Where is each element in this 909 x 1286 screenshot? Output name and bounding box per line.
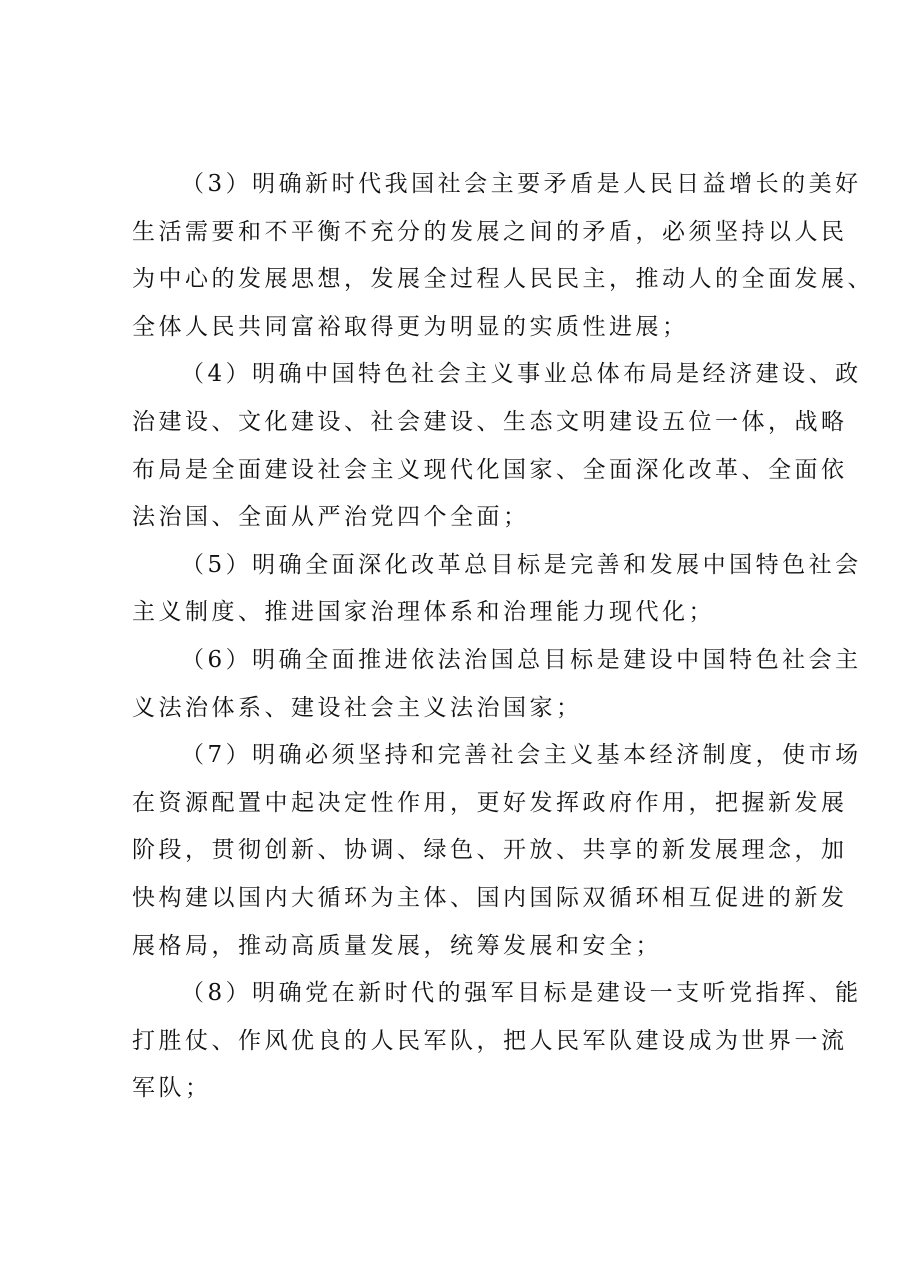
- text-line: 全体人民共同富裕取得更为明显的实质性进展；: [132, 313, 689, 340]
- paragraph-7: [0, 732, 909, 970]
- text-line: 展格局，推动高质量发展，统筹发展和安全；: [132, 932, 662, 959]
- text-line: （7）明确必须坚持和完善社会主义基本经济制度，使市场: [181, 742, 862, 769]
- text-line: （4）明确中国特色社会主义事业总体布局是经济建设、政: [181, 361, 862, 388]
- text-line: 军队；: [132, 1075, 212, 1102]
- text-line: （3）明确新时代我国社会主要矛盾是人民日益增长的美好: [181, 171, 862, 197]
- paragraph-3: [0, 161, 909, 351]
- text-line: 阶段，贯彻创新、协调、绿色、开放、共享的新发展理念，加: [132, 837, 848, 864]
- text-line: （6）明确全面推进依法治国总目标是建设中国特色社会主: [181, 646, 862, 673]
- text-line: 为中心的发展思想，发展全过程人民民主，推动人的全面发展、: [132, 266, 874, 293]
- text-line: 在资源配置中起决定性作用，更好发挥政府作用，把握新发展: [132, 789, 848, 816]
- text-line: 法治国、全面从严治党四个全面；: [132, 504, 530, 531]
- text-line: 义法治体系、建设社会主义法治国家；: [132, 694, 583, 721]
- paragraph-8: [0, 970, 909, 1113]
- text-line: 生活需要和不平衡不充分的发展之间的矛盾，必须坚持以人民: [132, 218, 848, 245]
- paragraph-5: [0, 542, 909, 637]
- text-line: 打胜仗、作风优良的人民军队，把人民军队建设成为世界一流: [132, 1027, 848, 1054]
- paragraph-4: [0, 351, 909, 541]
- text-line: （8）明确党在新时代的强军目标是建设一支听党指挥、能: [181, 980, 862, 1007]
- text-line: 布局是全面建设社会主义现代化国家、全面深化改革、全面依: [132, 456, 848, 483]
- text-line: 快构建以国内大循环为主体、国内国际双循环相互促进的新发: [132, 884, 848, 911]
- text-line: 主义制度、推进国家治理体系和治理能力现代化；: [132, 599, 715, 626]
- text-line: 治建设、文化建设、社会建设、生态文明建设五位一体，战略: [132, 408, 848, 435]
- paragraph-6: [0, 637, 909, 732]
- text-line: （5）明确全面深化改革总目标是完善和发展中国特色社会: [181, 551, 862, 578]
